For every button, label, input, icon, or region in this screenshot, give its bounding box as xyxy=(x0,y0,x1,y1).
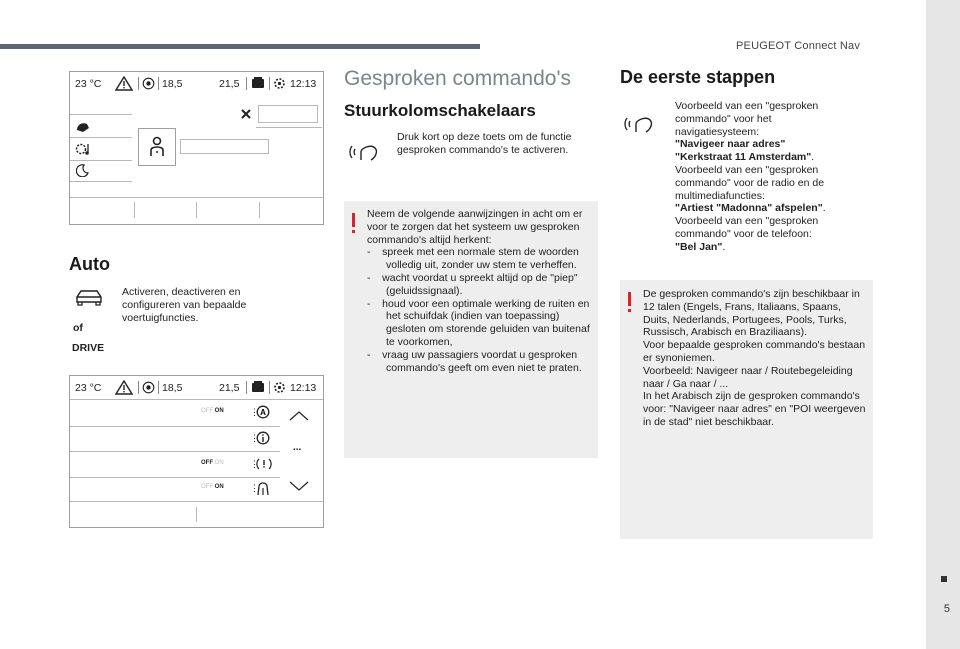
example-nav-cmd-2: "Kerkstraat 11 Amsterdam". xyxy=(675,151,815,164)
warning-mark-icon xyxy=(352,213,355,227)
voice-command-icon xyxy=(349,138,381,164)
note-item: - vraag uw passagiers voordat u gesproken commando's geeft om even niet te praten. xyxy=(367,348,582,374)
chevron-down-icon xyxy=(288,480,310,492)
more-label: ... xyxy=(293,442,302,453)
steering-heading: Stuurkolomschakelaars xyxy=(344,101,536,120)
warning-mark-icon xyxy=(628,292,631,306)
note-intro: Neem de volgende aanwijzingen in acht om er voor te zorgen dat het systeem uw gesproken commando's altijd herkent: xyxy=(367,208,583,246)
warning-icon xyxy=(115,76,133,91)
note-item: - wacht voordat u spreekt altijd op de "piep" (geluidssignaal). xyxy=(367,271,578,297)
note-line: Voor bepaalde gesproken commando's bestaan er synoniemen. xyxy=(643,339,866,364)
vehicle-settings-icon xyxy=(75,120,91,134)
example-nav-cmd-1: "Navigeer naar adres" xyxy=(675,138,786,151)
first-steps-heading: De eerste stappen xyxy=(620,67,776,87)
warning-icon xyxy=(115,380,133,395)
note-item: - houd voor een optimale werking de ruiten en het schuifdak (indien van toepassing) gesloten om storende geluiden van buitenaf te voorkomen, xyxy=(367,297,590,348)
location-icon xyxy=(142,381,155,394)
or-label: of xyxy=(73,322,83,334)
clock: 12:13 xyxy=(290,382,317,394)
field-placeholder xyxy=(180,139,269,154)
running-header: PEUGEOT Connect Nav xyxy=(736,40,861,52)
phone-icon xyxy=(251,381,265,394)
left-value: 18,5 xyxy=(162,382,183,394)
audio-settings-icon xyxy=(75,142,93,156)
status-bar xyxy=(70,72,323,94)
close-icon xyxy=(240,108,252,120)
settings-icon xyxy=(273,77,286,90)
clock: 12:13 xyxy=(290,78,317,90)
right-value: 21,5 xyxy=(219,78,240,90)
screen-illustration-vehicle-menu xyxy=(69,71,324,225)
toggle-row-4: OFF ON xyxy=(201,484,224,490)
temperature: 23 °C xyxy=(75,382,102,394)
moon-icon xyxy=(76,164,89,177)
toggle-row-3: OFF ON xyxy=(201,460,224,466)
example-nav: Voorbeeld van een "gesproken commando" voor het navigatiesysteem: xyxy=(675,100,819,138)
profile-tile xyxy=(138,128,176,166)
person-icon xyxy=(148,136,166,158)
toggle-row-1: OFF ON xyxy=(201,408,224,414)
drive-label: DRIVE xyxy=(72,342,105,354)
location-icon xyxy=(142,77,155,90)
page-number: 5 xyxy=(943,603,950,615)
left-value: 18,5 xyxy=(162,78,183,90)
steering-description: Druk kort op deze toets om de functie gesproken commando's te activeren. xyxy=(397,131,572,156)
note-line: In het Arabisch zijn de gesproken commando's voor: "Navigeer naar adres" en "POI weergeven in de stad" niet beschikbaar. xyxy=(643,390,866,428)
temperature: 23 °C xyxy=(75,78,102,90)
voice-tips-note xyxy=(344,201,598,458)
example-phone: Voorbeeld van een "gesproken commando" voor de telefoon: xyxy=(675,215,819,240)
note-text xyxy=(643,288,868,429)
example-radio-cmd: "Artiest "Madonna" afspelen". xyxy=(675,202,826,215)
voice-commands-heading: Gesproken commando's xyxy=(344,67,571,90)
note-line: Voorbeeld: Navigeer naar / Routebegeleiding naar / Ga naar / ... xyxy=(643,364,853,390)
note-line: De gesproken commando's zijn beschikbaar in 12 talen (Engels, Frans, Italiaans, Spaans, Duits, Nederlands, Portugees, Pools, Turks, Russisch, Arabisch en Braziliaans). xyxy=(643,288,860,339)
note-text xyxy=(367,208,592,374)
settings-icon xyxy=(273,381,286,394)
languages-note xyxy=(620,280,873,539)
search-field-placeholder xyxy=(258,105,318,123)
chevron-up-icon xyxy=(288,410,310,422)
phone-icon xyxy=(251,77,265,90)
header-bar xyxy=(0,44,480,49)
status-bar xyxy=(70,376,323,398)
auto-heading: Auto xyxy=(69,254,110,274)
example-phone-cmd: "Bel Jan". xyxy=(675,240,726,253)
note-item: - spreek met een normale stem de woorden volledig uit, zonder uw stem te verheffen. xyxy=(367,246,579,272)
voice-command-icon xyxy=(624,110,656,136)
auto-description: Activeren, deactiveren en configureren van bepaalde voertuigfuncties. xyxy=(122,286,247,324)
car-icon xyxy=(74,288,104,308)
examples-text xyxy=(675,100,855,254)
side-strip xyxy=(926,0,960,649)
screen-illustration-vehicle-functions: 23 °C 18,5 21,5 12:13 OFF ON ⋮ A ⋮ OFF ON ⋮ OFF ON ⋮ ... xyxy=(69,375,324,528)
auto-light-icon xyxy=(256,405,270,419)
warning-circle-icon xyxy=(256,457,272,471)
info-icon xyxy=(256,431,270,445)
svg-text:A: A xyxy=(260,408,266,417)
end-of-section-mark xyxy=(941,576,947,582)
wiper-icon xyxy=(256,481,270,497)
right-value: 21,5 xyxy=(219,382,240,394)
example-radio: Voorbeeld van een "gesproken commando" voor de radio en de multimediafuncties: xyxy=(675,163,825,202)
